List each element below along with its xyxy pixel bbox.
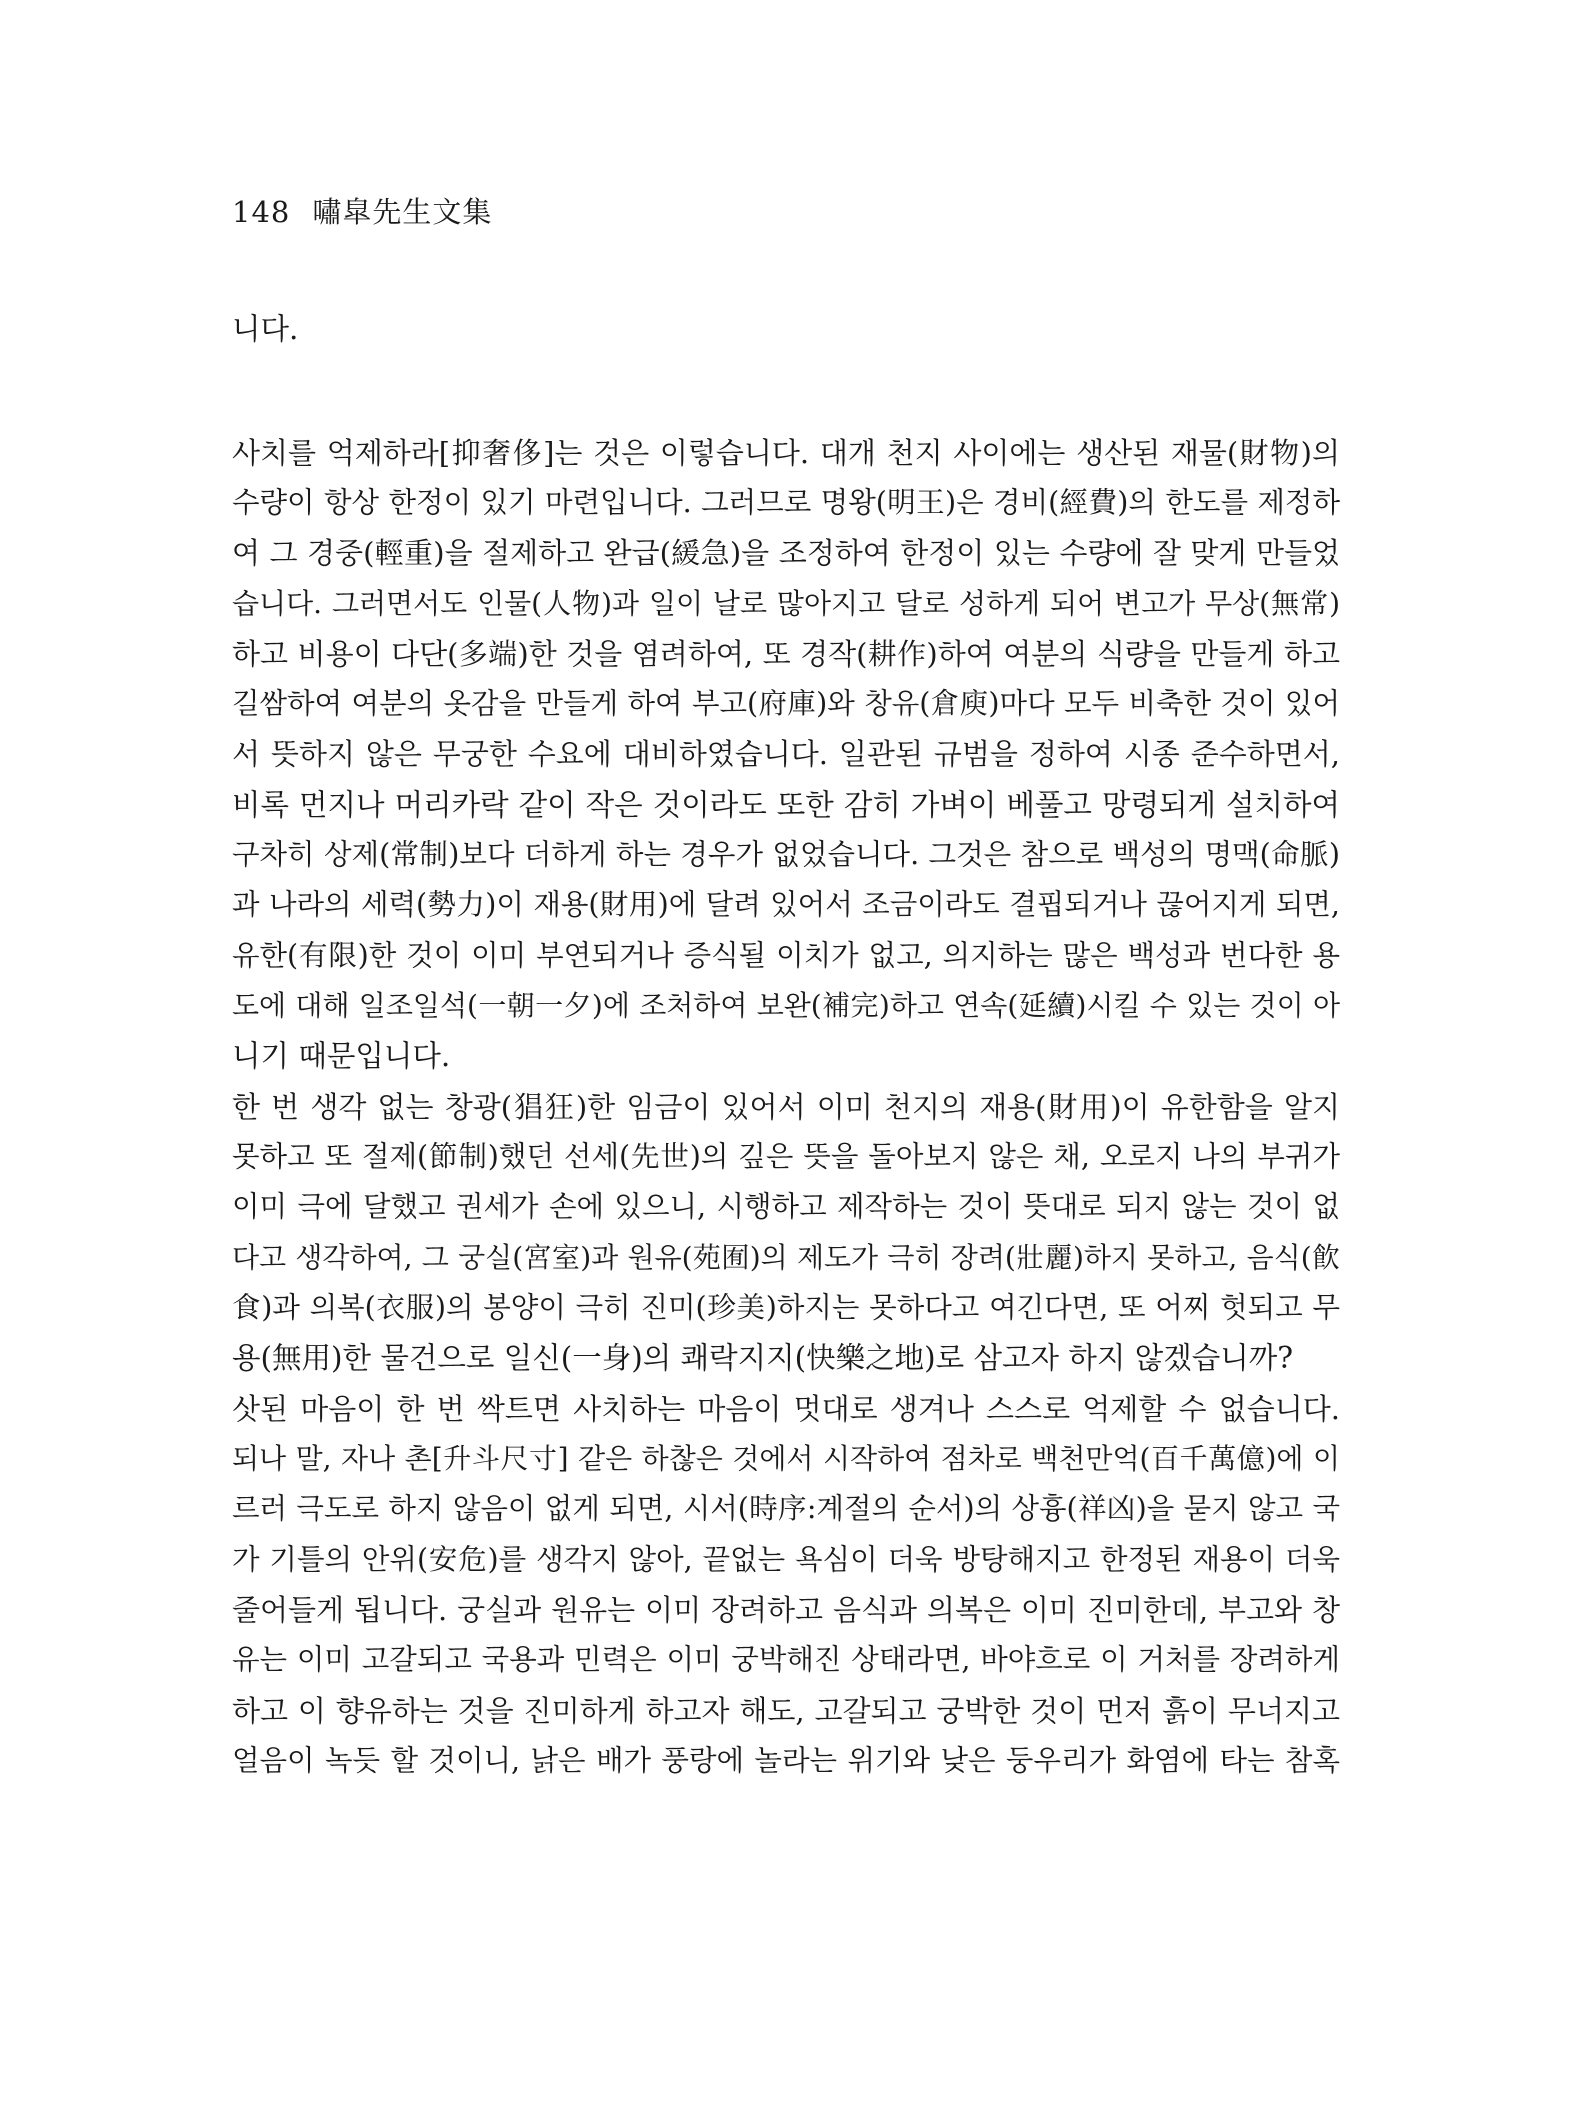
text-line: 유는 이미 고갈되고 국용과 민력은 이미 궁박해진 상태라면, 바야흐로 이 거처를 장려하게	[232, 1643, 1340, 1676]
text-line: 구차히 상제(常制)보다 더하게 하는 경우가 없었습니다. 그것은 참으로 백성의 명맥(命脈)	[232, 838, 1340, 871]
text-line: 용(無用)한 물건으로 일신(一身)의 쾌락지지(快樂之地)로 삼고자 하지 않겠습니까?	[232, 1341, 1294, 1375]
text-line: 습니다. 그러면서도 인물(人物)과 일이 날로 많아지고 달로 성하게 되어 변고가 무상(無常)	[232, 587, 1340, 620]
text-line: 니다.	[232, 312, 299, 346]
text-line: 食)과 의복(衣服)의 봉양이 극히 진미(珍美)하지는 못하다고 여긴다면, 또 어찌 헛되고 무	[232, 1291, 1340, 1324]
text-line: 사치를 억제하라[抑奢侈]는 것은 이렇습니다. 대개 천지 사이에는 생산된 재물(財物)의	[232, 436, 1340, 470]
text-line: 얼음이 녹듯 할 것이니, 낡은 배가 풍랑에 놀라는 위기와 낮은 둥우리가 화염에 타는 참혹	[232, 1744, 1340, 1777]
text-line: 이미 극에 달했고 권세가 손에 있으니, 시행하고 제작하는 것이 뜻대로 되지 않는 것이 없	[232, 1190, 1340, 1223]
text-line: 줄어들게 됩니다. 궁실과 원유는 이미 장려하고 음식과 의복은 이미 진미한데, 부고와 창	[232, 1593, 1340, 1627]
text-line: 하고 이 향유하는 것을 진미하게 하고자 해도, 고갈되고 궁박한 것이 먼저 흙이 무너지고	[232, 1694, 1340, 1728]
text-line: 한 번 생각 없는 창광(猖狂)한 임금이 있어서 이미 천지의 재용(財用)이 유한함을 알지	[232, 1090, 1340, 1124]
text-line: 하고 비용이 다단(多端)한 것을 염려하여, 또 경작(耕作)하여 여분의 식량을 만들게 하고	[232, 637, 1340, 671]
text-line: 니기 때문입니다.	[232, 1039, 451, 1073]
text-line: 삿된 마음이 한 번 싹트면 사치하는 마음이 멋대로 생겨나 스스로 억제할 수 없습니다.	[232, 1392, 1340, 1426]
text-line: 다고 생각하여, 그 궁실(宮室)과 원유(苑囿)의 제도가 극히 장려(壯麗)하지 못하고, 음식(飮	[232, 1241, 1340, 1274]
text-line: 길쌈하여 여분의 옷감을 만들게 하여 부고(府庫)와 창유(倉庾)마다 모두 비축한 것이 있어	[232, 687, 1340, 720]
text-line: 가 기틀의 안위(安危)를 생각지 않아, 끝없는 욕심이 더욱 방탕해지고 한정된 재용이 더욱	[232, 1543, 1340, 1576]
page-number: 148	[232, 195, 291, 229]
text-line: 못하고 또 절제(節制)했던 선세(先世)의 깊은 뜻을 돌아보지 않은 채, 오로지 나의 부귀가	[232, 1140, 1340, 1173]
text-line: 서 뜻하지 않은 무궁한 수요에 대비하였습니다. 일관된 규범을 정하여 시종 준수하면서,	[232, 737, 1340, 771]
text-line: 되나 말, 자나 촌[升斗尺寸] 같은 하찮은 것에서 시작하여 점차로 백천만억(百千萬億)에 이	[232, 1442, 1340, 1475]
text-line: 유한(有限)한 것이 이미 부연되거나 증식될 이치가 없고, 의지하는 많은 백성과 번다한 용	[232, 939, 1340, 972]
text-line: 비록 먼지나 머리카락 같이 작은 것이라도 또한 감히 가벼이 베풀고 망령되게 설치하여	[232, 788, 1340, 822]
text-line: 과 나라의 세력(勢力)이 재용(財用)에 달려 있어서 조금이라도 결핍되거나 끊어지게 되면,	[232, 888, 1340, 921]
book-title: 嘯皐先生文集	[312, 195, 493, 229]
text-line: 여 그 경중(輕重)을 절제하고 완급(緩急)을 조정하여 한정이 있는 수량에 잘 맞게 만들었	[232, 536, 1341, 570]
running-head	[232, 190, 492, 231]
text-line: 수량이 항상 한정이 있기 마련입니다. 그러므로 명왕(明王)은 경비(經費)의 한도를 제정하	[232, 486, 1340, 519]
text-line: 도에 대해 일조일석(一朝一夕)에 조처하여 보완(補完)하고 연속(延續)시킬 수 있는 것이 아	[232, 989, 1340, 1022]
text-line: 르러 극도로 하지 않음이 없게 되면, 시서(時序:계절의 순서)의 상흉(祥凶)을 묻지 않고 국	[232, 1492, 1340, 1525]
